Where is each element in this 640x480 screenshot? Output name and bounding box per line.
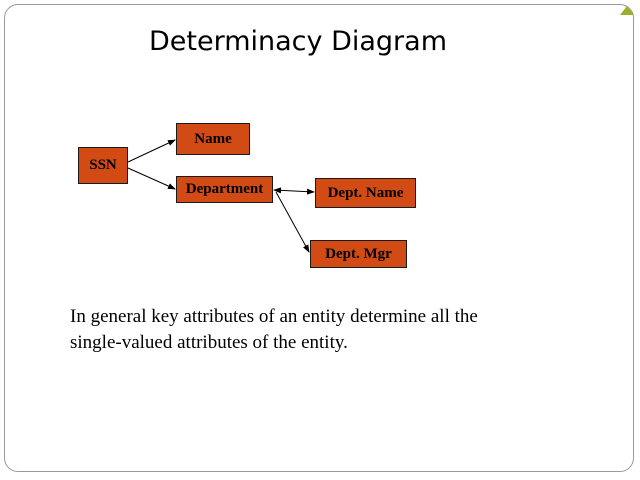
slide-title: Determinacy Diagram: [148, 26, 447, 57]
body-paragraph: [70, 304, 590, 356]
body-line-2: single-valued attributes of the entity.: [70, 332, 348, 353]
node-ssn: SSN: [78, 147, 128, 184]
node-name: Name: [176, 123, 250, 155]
arrow-department-to-dept-name: [274, 190, 314, 192]
node-dept-mgr: Dept. Mgr: [310, 240, 407, 268]
arrow-ssn-to-name: [128, 140, 175, 162]
node-dept-name: Dept. Name: [315, 178, 416, 208]
arrow-department-to-dept-mgr: [276, 192, 309, 252]
arrow-ssn-to-department: [128, 168, 175, 189]
body-line-1: In general key attributes of an entity determine all the: [70, 306, 478, 327]
node-department: Department: [176, 176, 273, 203]
